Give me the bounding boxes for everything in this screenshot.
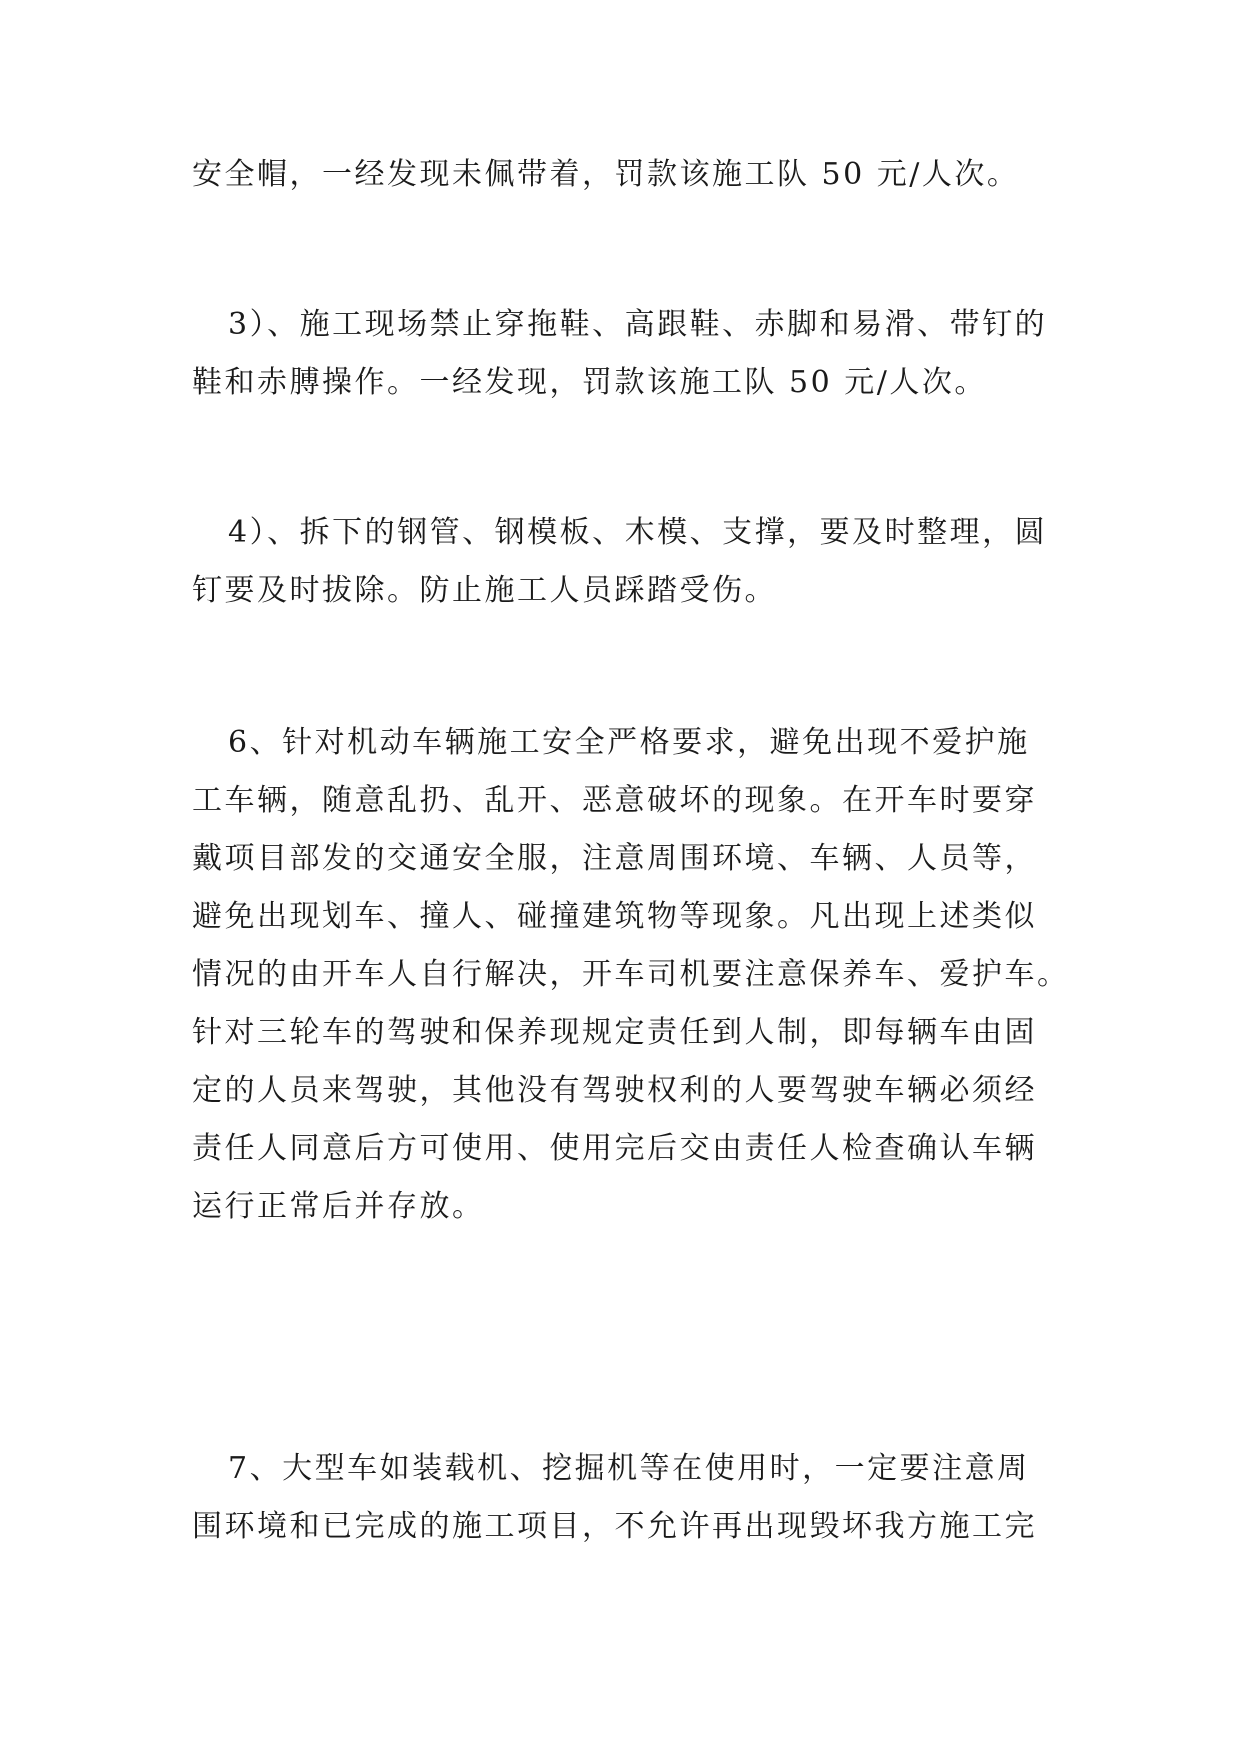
text-line: 定的人员来驾驶，其他没有驾驶权利的人要驾驶车辆必须经 bbox=[192, 1073, 1037, 1108]
text-line: 责任人同意后方可使用、使用完后交由责任人检查确认车辆 bbox=[192, 1131, 1037, 1166]
text-line: 避免出现划车、撞人、碰撞建筑物等现象。凡出现上述类似 bbox=[192, 899, 1037, 934]
text-line: 戴项目部发的交通安全服，注意周围环境、车辆、人员等， bbox=[192, 841, 1037, 876]
text-line: 针对三轮车的驾驶和保养现规定责任到人制，即每辆车由固 bbox=[192, 1015, 1037, 1050]
paragraph-helmet-fine bbox=[192, 146, 1052, 204]
text-line: 鞋和赤膊操作。一经发现，罚款该施工队 50 元/人次。 bbox=[192, 365, 987, 400]
text-line: 工车辆，随意乱扔、乱开、恶意破坏的现象。在开车时要穿 bbox=[192, 783, 1037, 818]
text-line: 6、针对机动车辆施工安全严格要求，避免出现不爱护施 bbox=[228, 725, 1030, 760]
paragraph-item-6-vehicles bbox=[192, 714, 1070, 1236]
paragraph-item-4-materials bbox=[192, 504, 1052, 620]
paragraph-item-7-heavy-machinery bbox=[192, 1440, 1052, 1556]
text-line: 运行正常后并存放。 bbox=[192, 1189, 485, 1224]
text-line: 7、大型车如装载机、挖掘机等在使用时，一定要注意周 bbox=[228, 1451, 1030, 1486]
text-line: 钉要及时拔除。防止施工人员踩踏受伤。 bbox=[192, 573, 777, 608]
paragraph-item-3-footwear bbox=[192, 296, 1052, 412]
text-line: 4）、拆下的钢管、钢模板、木模、支撑，要及时整理，圆 bbox=[228, 515, 1048, 550]
text-line: 3）、施工现场禁止穿拖鞋、高跟鞋、赤脚和易滑、带钉的 bbox=[228, 307, 1048, 342]
text-line: 围环境和已完成的施工项目，不允许再出现毁坏我方施工完 bbox=[192, 1509, 1037, 1544]
text-line: 安全帽，一经发现未佩带着，罚款该施工队 50 元/人次。 bbox=[192, 157, 1020, 192]
text-line: 情况的由开车人自行解决，开车司机要注意保养车、爱护车。 bbox=[192, 957, 1070, 992]
